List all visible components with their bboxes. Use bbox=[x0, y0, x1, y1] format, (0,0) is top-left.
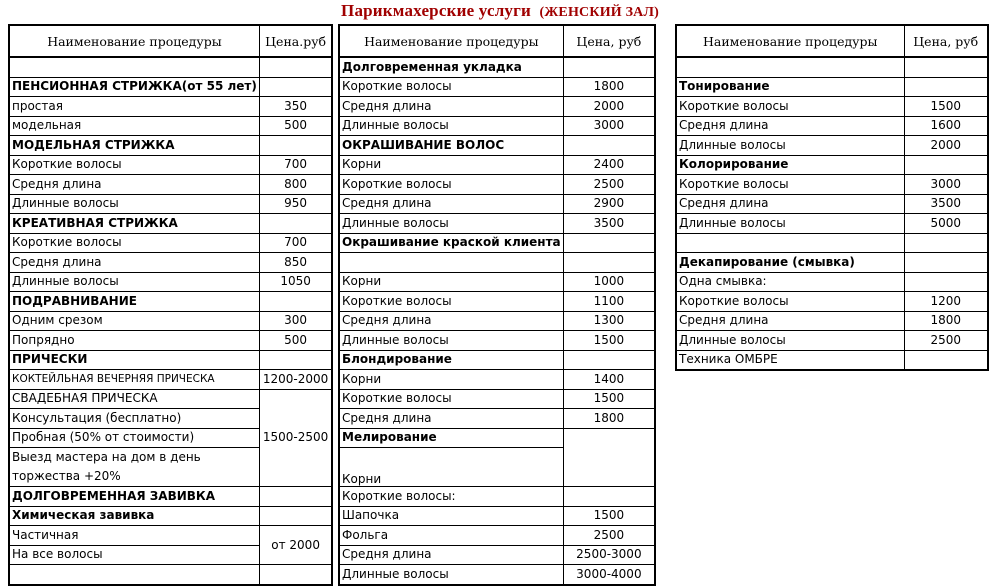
procedure-price: от 2000 bbox=[259, 526, 332, 565]
price-table-coloring bbox=[338, 24, 656, 586]
table-row bbox=[339, 506, 655, 526]
table-header-row bbox=[9, 25, 332, 57]
procedure-name: Короткие волосы bbox=[676, 97, 904, 117]
section-title: ОКРАШИВАНИЕ ВОЛОС bbox=[339, 136, 563, 156]
procedure-name: модельная bbox=[9, 116, 259, 136]
table-row bbox=[9, 97, 332, 117]
table-row bbox=[676, 214, 988, 234]
procedure-price: 1800 bbox=[904, 311, 988, 331]
table-row bbox=[339, 389, 655, 409]
procedure-price: 2500 bbox=[904, 331, 988, 351]
procedure-price: 3000 bbox=[904, 175, 988, 195]
header-procedure: Наименование процедуры bbox=[676, 25, 904, 57]
table-row bbox=[339, 545, 655, 565]
table-row bbox=[339, 272, 655, 292]
procedure-name: Длинные волосы bbox=[339, 565, 563, 585]
table-row bbox=[339, 526, 655, 546]
table-row bbox=[339, 370, 655, 390]
section-title: ДОЛГОВРЕМЕННАЯ ЗАВИВКА bbox=[9, 487, 259, 507]
procedure-price: 1400 bbox=[563, 370, 655, 390]
table-row bbox=[9, 77, 332, 97]
procedure-name: Одна смывка: bbox=[676, 272, 904, 292]
procedure-name: простая bbox=[9, 97, 259, 117]
procedure-price: 1500 bbox=[563, 389, 655, 409]
table-row bbox=[676, 97, 988, 117]
header-price: Цена, руб bbox=[904, 25, 988, 57]
procedure-name: Консультация (бесплатно) bbox=[9, 409, 259, 429]
table-row bbox=[339, 487, 655, 507]
section-title: ПЕНСИОННАЯ СТРИЖКА(от 55 лет) bbox=[9, 77, 259, 97]
table-row bbox=[9, 350, 332, 370]
procedure-price: 1050 bbox=[259, 272, 332, 292]
procedure-price: 1500 bbox=[563, 506, 655, 526]
table-row bbox=[339, 311, 655, 331]
procedure-price: 500 bbox=[259, 331, 332, 351]
procedure-price: 700 bbox=[259, 233, 332, 253]
procedure-name: Техника ОМБРЕ bbox=[676, 350, 904, 370]
procedure-price: 1200-2000 bbox=[259, 370, 332, 390]
table-row bbox=[676, 350, 988, 370]
procedure-name: Средня длина bbox=[9, 175, 259, 195]
procedure-price: 1000 bbox=[563, 272, 655, 292]
procedure-name: На все волосы bbox=[9, 545, 259, 565]
procedure-name: Короткие волосы bbox=[676, 175, 904, 195]
procedure-price: 500 bbox=[259, 116, 332, 136]
procedure-name: Длинные волосы bbox=[676, 331, 904, 351]
table-row bbox=[339, 350, 655, 370]
procedure-name: Длинные волосы bbox=[9, 194, 259, 214]
procedure-name: Средня длина bbox=[339, 409, 563, 429]
procedure-name: СВАДЕБНАЯ ПРИЧЕСКА bbox=[9, 389, 259, 409]
procedure-price: 2000 bbox=[904, 136, 988, 156]
table-row bbox=[339, 565, 655, 585]
page-title bbox=[0, 1, 1000, 23]
table-row bbox=[9, 292, 332, 312]
table-row bbox=[676, 194, 988, 214]
procedure-name: Корни bbox=[339, 272, 563, 292]
procedure-price: 950 bbox=[259, 194, 332, 214]
table-row bbox=[9, 311, 332, 331]
procedure-price: 1200 bbox=[904, 292, 988, 312]
section-title: Блондирование bbox=[339, 350, 563, 370]
procedure-price: 2400 bbox=[563, 155, 655, 175]
table-header-row bbox=[676, 25, 988, 57]
table-row bbox=[9, 253, 332, 273]
table-row bbox=[9, 487, 332, 507]
table-row bbox=[9, 116, 332, 136]
table-row bbox=[676, 292, 988, 312]
table-row bbox=[9, 565, 332, 585]
procedure-name: Корни bbox=[339, 448, 563, 487]
procedure-name: Корни bbox=[339, 370, 563, 390]
procedure-name: Длинные волосы bbox=[9, 272, 259, 292]
table-row bbox=[676, 175, 988, 195]
procedure-price: 1300 bbox=[563, 311, 655, 331]
procedure-price: 1500-2500 bbox=[259, 389, 332, 487]
procedure-price: 3000 bbox=[563, 116, 655, 136]
header-price: Цена, руб bbox=[563, 25, 655, 57]
procedure-name: Короткие волосы bbox=[9, 233, 259, 253]
procedure-name: Шапочка bbox=[339, 506, 563, 526]
procedure-name: Средня длина bbox=[676, 116, 904, 136]
procedure-price: 850 bbox=[259, 253, 332, 273]
procedure-price: 700 bbox=[259, 155, 332, 175]
procedure-name: Средня длина bbox=[676, 311, 904, 331]
procedure-name: Длинные волосы bbox=[339, 214, 563, 234]
table-row bbox=[9, 155, 332, 175]
table-row bbox=[339, 253, 655, 273]
table-row bbox=[9, 214, 332, 234]
table-row bbox=[9, 233, 332, 253]
procedure-price: 3000-4000 bbox=[563, 565, 655, 585]
table-row bbox=[9, 57, 332, 77]
table-header-row bbox=[339, 25, 655, 57]
section-title: Окрашивание краской клиента bbox=[339, 233, 563, 253]
table-row bbox=[9, 194, 332, 214]
table-row bbox=[339, 409, 655, 429]
table-row bbox=[9, 506, 332, 526]
procedure-name: Короткие волосы bbox=[339, 389, 563, 409]
table-row bbox=[339, 57, 655, 77]
table-row bbox=[339, 233, 655, 253]
table-row bbox=[339, 97, 655, 117]
procedure-name: Фольга bbox=[339, 526, 563, 546]
procedure-name: Короткие волосы bbox=[339, 175, 563, 195]
procedure-price: 300 bbox=[259, 311, 332, 331]
procedure-name: Средня длина bbox=[339, 194, 563, 214]
header-procedure: Наименование процедуры bbox=[9, 25, 259, 57]
title-main: Парикмахерские услуги bbox=[341, 1, 532, 20]
procedure-price: 800 bbox=[259, 175, 332, 195]
price-table-toning bbox=[675, 24, 989, 371]
procedure-name: Короткие волосы bbox=[339, 292, 563, 312]
table-row bbox=[9, 272, 332, 292]
table-row bbox=[676, 77, 988, 97]
procedure-name: Попрядно bbox=[9, 331, 259, 351]
procedure-name: Средня длина bbox=[9, 253, 259, 273]
procedure-name: Корни bbox=[339, 155, 563, 175]
table-row bbox=[339, 331, 655, 351]
section-title: Химическая завивка bbox=[9, 506, 259, 526]
procedure-price: 1100 bbox=[563, 292, 655, 312]
procedure-name: Длинные волосы bbox=[339, 331, 563, 351]
procedure-price: 5000 bbox=[904, 214, 988, 234]
procedure-price: 2500-3000 bbox=[563, 545, 655, 565]
table-row bbox=[339, 77, 655, 97]
table-row bbox=[339, 292, 655, 312]
procedure-name: Одним срезом bbox=[9, 311, 259, 331]
procedure-name: Выезд мастера на дом в день торжества +20% bbox=[9, 448, 259, 487]
table-row bbox=[339, 175, 655, 195]
table-row bbox=[339, 214, 655, 234]
table-row bbox=[676, 116, 988, 136]
procedure-name: Короткие волосы bbox=[9, 155, 259, 175]
title-subtitle: (ЖЕНСКИЙ ЗАЛ) bbox=[539, 5, 659, 20]
procedure-price: 2000 bbox=[563, 97, 655, 117]
price-table-haircuts bbox=[8, 24, 333, 586]
section-title: Мелирование bbox=[339, 428, 563, 448]
procedure-name: КОКТЕЙЛЬНАЯ ВЕЧЕРНЯЯ ПРИЧЕСКА bbox=[9, 370, 259, 390]
procedure-price: 350 bbox=[259, 97, 332, 117]
procedure-name: Короткие волосы: bbox=[339, 487, 563, 507]
procedure-price: 1500 bbox=[563, 331, 655, 351]
table-row bbox=[676, 233, 988, 253]
section-title: Колорирование bbox=[676, 155, 904, 175]
table-row bbox=[339, 136, 655, 156]
procedure-name: Короткие волосы bbox=[339, 77, 563, 97]
table-row bbox=[676, 57, 988, 77]
procedure-name: Короткие волосы bbox=[676, 292, 904, 312]
procedure-name: Длинные волосы bbox=[676, 136, 904, 156]
table-row bbox=[339, 194, 655, 214]
procedure-price: 3500 bbox=[563, 214, 655, 234]
table-row bbox=[9, 370, 332, 390]
table-row bbox=[676, 272, 988, 292]
procedure-price: 2500 bbox=[563, 526, 655, 546]
procedure-name: Средня длина bbox=[339, 311, 563, 331]
table-row bbox=[9, 331, 332, 351]
table-row bbox=[9, 526, 332, 546]
procedure-price: 2900 bbox=[563, 194, 655, 214]
procedure-name: Длинные волосы bbox=[676, 214, 904, 234]
procedure-price: 1600 bbox=[904, 116, 988, 136]
procedure-name: Частичная bbox=[9, 526, 259, 546]
section-title: КРЕАТИВНАЯ СТРИЖКА bbox=[9, 214, 259, 234]
procedure-name: Пробная (50% от стоимости) bbox=[9, 428, 259, 448]
table-row bbox=[9, 136, 332, 156]
section-title: ПОДРАВНИВАНИЕ bbox=[9, 292, 259, 312]
table-row bbox=[339, 155, 655, 175]
section-title: Тонирование bbox=[676, 77, 904, 97]
section-title: МОДЕЛЬНАЯ СТРИЖКА bbox=[9, 136, 259, 156]
procedure-name: Средня длина bbox=[339, 97, 563, 117]
table-row bbox=[676, 136, 988, 156]
table-row bbox=[339, 428, 655, 448]
procedure-price: 3500 bbox=[904, 194, 988, 214]
table-row bbox=[676, 331, 988, 351]
table-row bbox=[9, 389, 332, 409]
procedure-name: Средня длина bbox=[676, 194, 904, 214]
header-procedure: Наименование процедуры bbox=[339, 25, 563, 57]
section-title: ПРИЧЕСКИ bbox=[9, 350, 259, 370]
header-price: Цена.руб bbox=[259, 25, 332, 57]
table-row bbox=[9, 175, 332, 195]
procedure-price: 1800 bbox=[563, 77, 655, 97]
table-row bbox=[676, 155, 988, 175]
table-row bbox=[339, 116, 655, 136]
table-row bbox=[676, 253, 988, 273]
section-title: Декапирование (смывка) bbox=[676, 253, 904, 273]
table-row bbox=[676, 311, 988, 331]
procedure-price: 1500 bbox=[904, 97, 988, 117]
section-title: Долговременная укладка bbox=[339, 57, 563, 77]
procedure-name: Средня длина bbox=[339, 545, 563, 565]
procedure-price: 1800 bbox=[563, 409, 655, 429]
procedure-name: Длинные волосы bbox=[339, 116, 563, 136]
procedure-price: 2500 bbox=[563, 175, 655, 195]
